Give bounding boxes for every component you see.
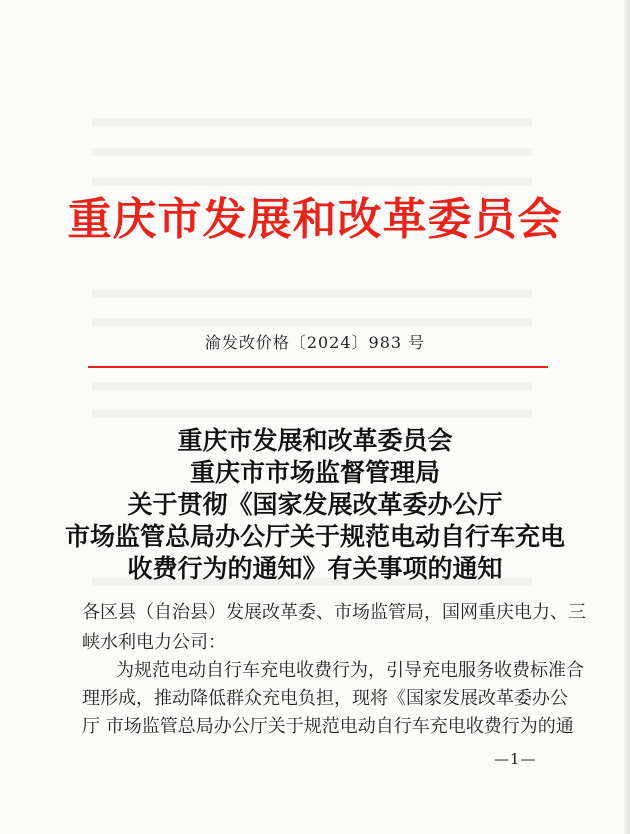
body-line: 为规范电动自行车充电收费行为，引导充电服务收费标准合 xyxy=(116,660,584,681)
bleed-through-line xyxy=(92,318,532,326)
body-line: 厅 市场监管总局办公厅关于规范电动自行车充电收费行为的通 xyxy=(82,716,574,737)
addressee-line: 峡水利电力公司： xyxy=(82,632,226,653)
addressee-line: 各区县（自治县）发展改革委、市场监管局，国网重庆电力、三 xyxy=(82,602,586,623)
title-line: 收费行为的通知》有关事项的通知 xyxy=(127,554,503,583)
title-line: 重庆市发展和改革委员会 xyxy=(177,426,453,455)
body-line: 理形成，推动降低群众充电负担，现将《国家发展改革委办公 xyxy=(82,688,568,709)
document-number: 渝发改价格〔2024〕983 号 xyxy=(204,333,426,352)
bleed-through-line xyxy=(92,290,532,298)
bleed-through-line xyxy=(92,410,532,418)
bleed-through-line xyxy=(92,178,532,186)
page-number: —1— xyxy=(494,750,537,768)
bleed-through-line xyxy=(92,118,532,126)
page-edge xyxy=(624,0,630,834)
red-divider-rule xyxy=(88,366,548,368)
bleed-through-line xyxy=(92,148,532,156)
title-line: 重庆市市场监督管理局 xyxy=(189,458,440,487)
title-line: 关于贯彻《国家发展改革委办公厅 xyxy=(127,490,503,519)
bleed-through-line xyxy=(92,382,532,390)
title-line: 市场监管总局办公厅关于规范电动自行车充电 xyxy=(64,522,565,551)
letterhead: 重庆市发展和改革委员会 xyxy=(67,194,563,245)
